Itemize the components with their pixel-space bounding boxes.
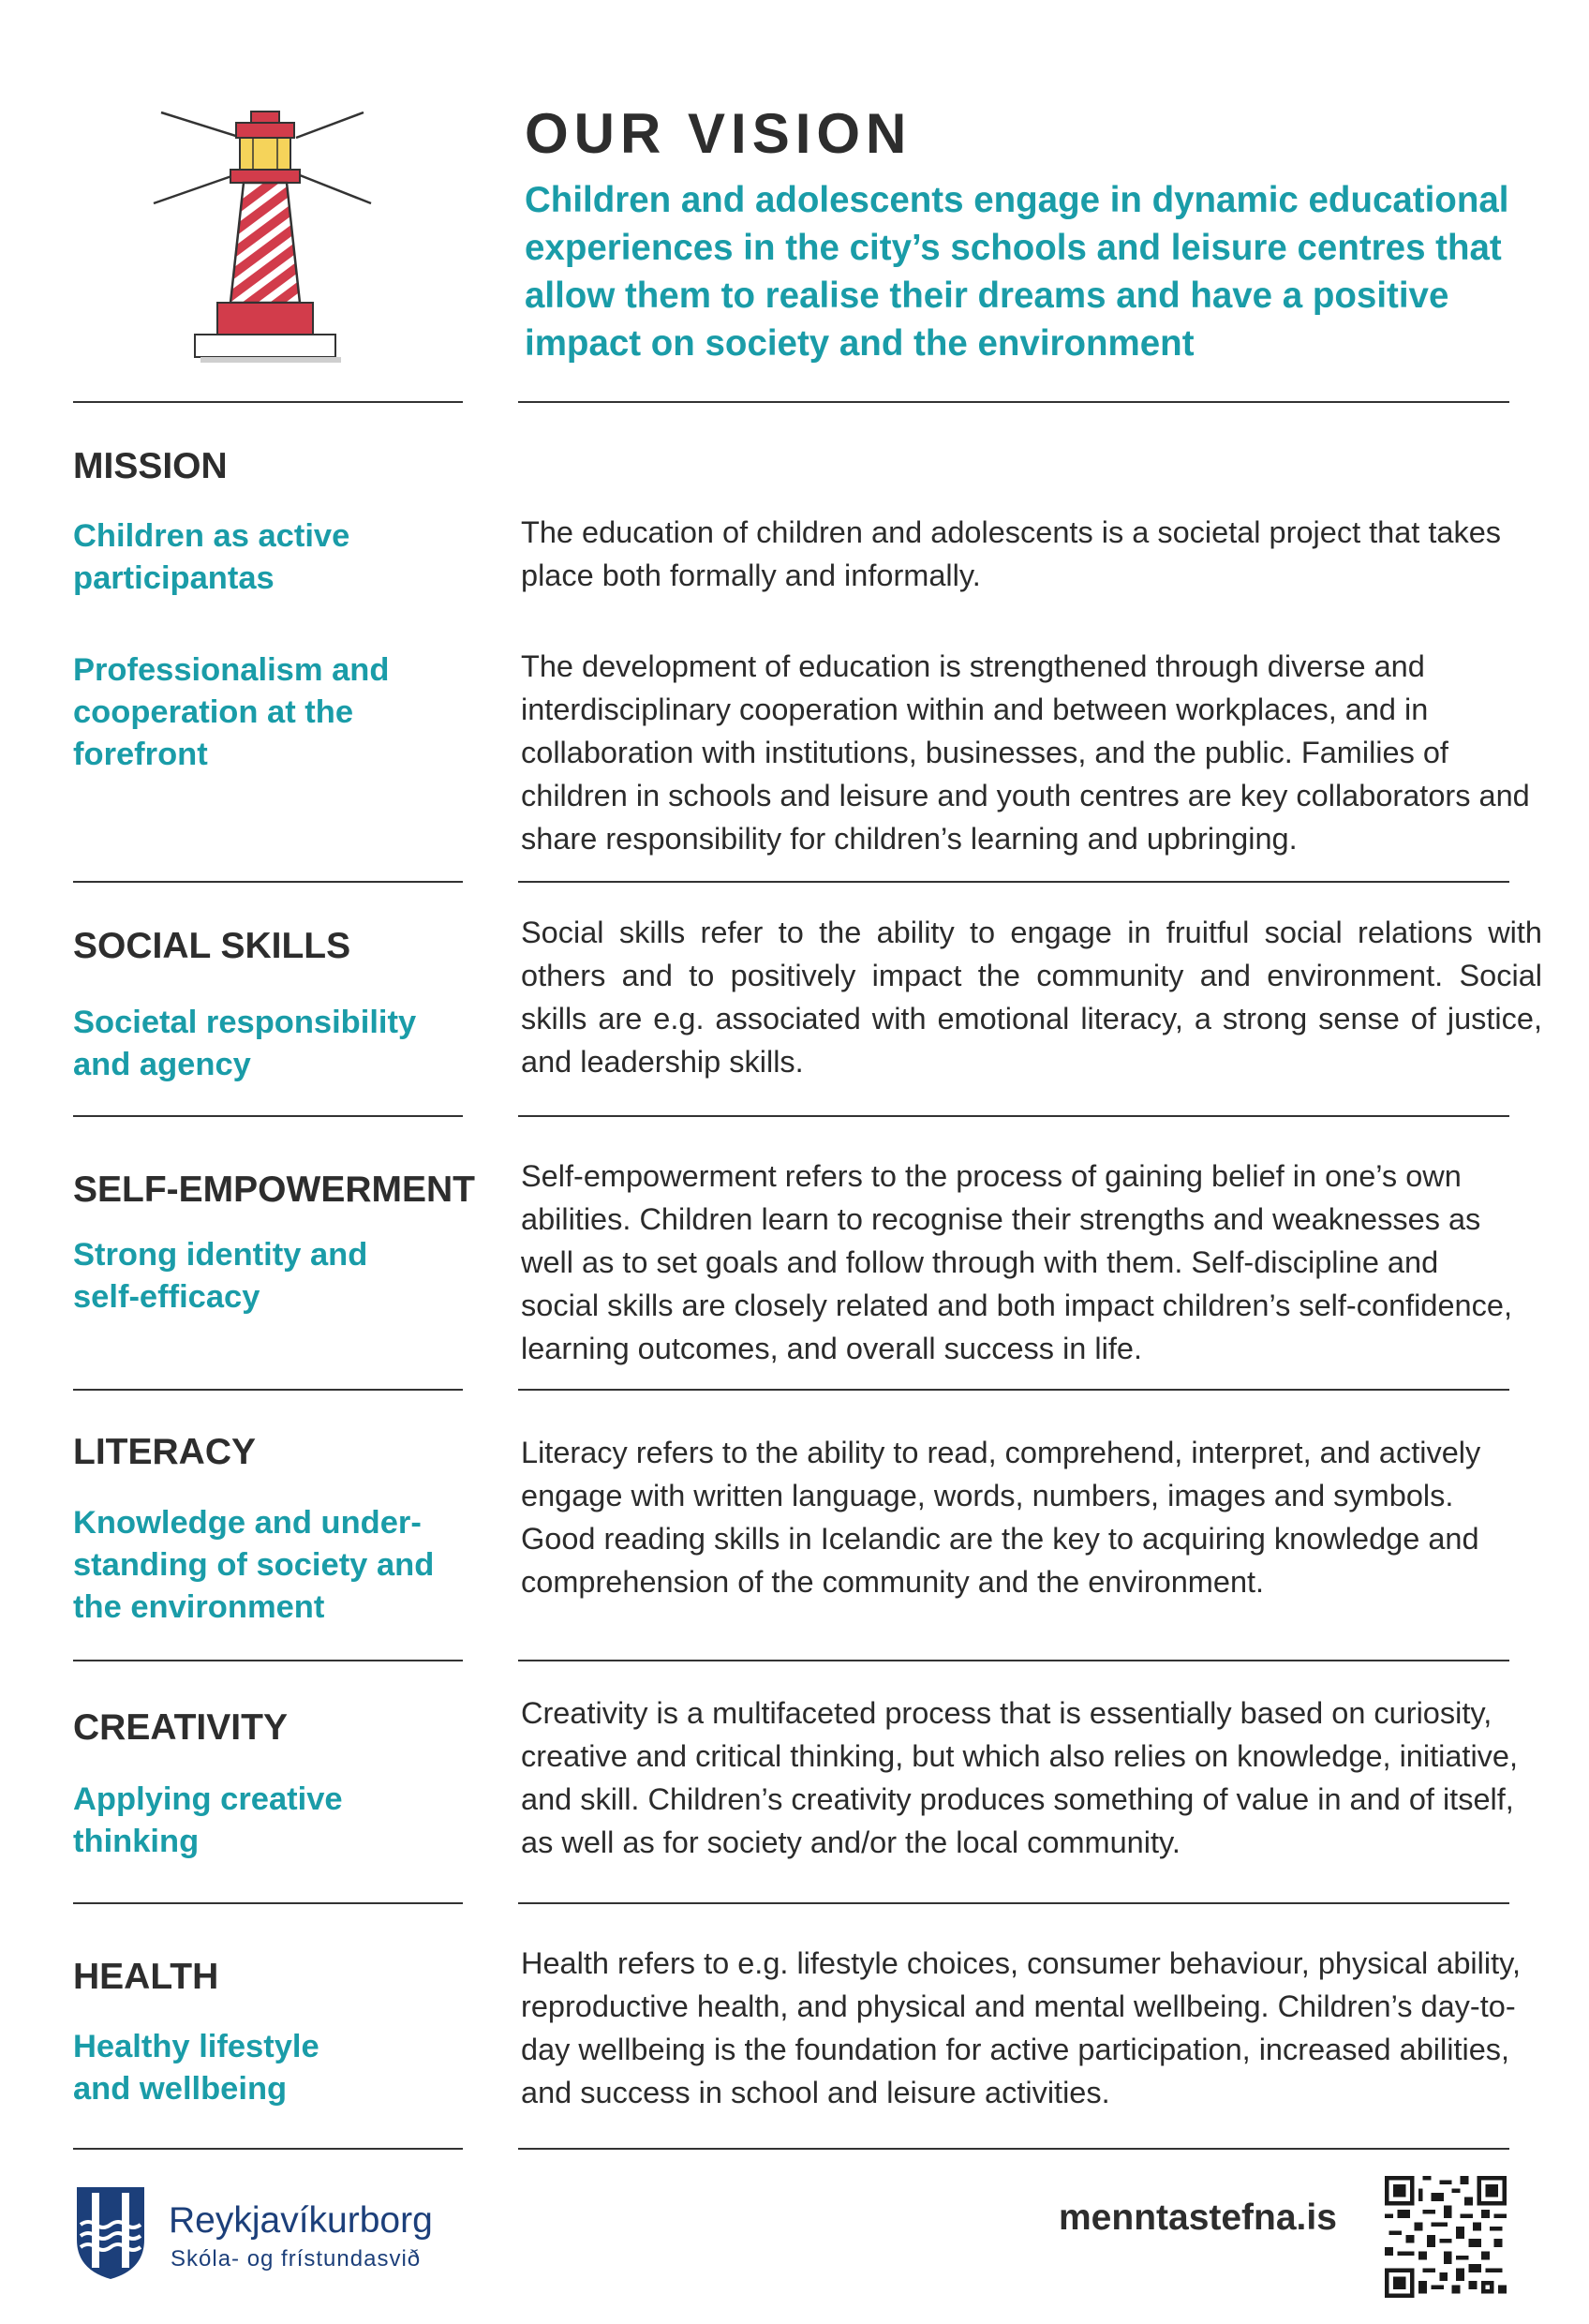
divider [73, 2148, 463, 2150]
section-subheading: Knowledge and under-standing of society and the environment [73, 1505, 435, 1625]
divider [73, 881, 463, 883]
qr-code-icon[interactable] [1385, 2176, 1507, 2298]
section-heading: HEALTH [73, 1957, 219, 1997]
org-division: Skóla- og frístundasvið [171, 2246, 422, 2272]
vision-title: OUR VISION [525, 102, 913, 165]
section-subheading: Applying creative thinking [73, 1781, 343, 1859]
divider [73, 1389, 463, 1391]
divider [73, 1660, 463, 1661]
divider [518, 881, 1509, 883]
divider [73, 1902, 463, 1904]
section-text: Literacy refers to the ability to read, comprehend, interpret, and actively engage with written language, words, numbers, images and symbols. Good reading skills in Icelandic are the key to acquiring knowledge and comprehension of the community and the environment. [521, 1436, 1481, 1599]
website-link[interactable]: menntastefna.is [1059, 2197, 1337, 2238]
org-name: Reykjavíkurborg [169, 2200, 433, 2241]
divider [518, 1660, 1509, 1661]
section-heading: CREATIVITY [73, 1707, 288, 1748]
mission-heading: MISSION [73, 446, 228, 486]
divider [518, 1902, 1509, 1904]
section-text: Social skills refer to the ability to engage in fruitful social relations with others and to positively impact the community and environment. Social skills are e.g. associated with emotional literacy, a strong sense of justice, and leadership skills. [521, 916, 1542, 1079]
section-text: Self-empowerment refers to the process of gaining belief in one’s own abilities. Children learn to recognise their strengths and weaknesses as well as to set goals and follow through with them. Self-discipline and social skills are closely related and both impact children’s self-confidence, learning outcomes, and overall success in life. [521, 1159, 1512, 1365]
section-subheading: Healthy lifestyle and wellbeing [73, 2029, 319, 2107]
lighthouse-icon [141, 98, 384, 380]
mission-text: The education of children and adolescents is a societal project that takes place both formally and informally. [521, 515, 1502, 592]
section-text: Health refers to e.g. lifestyle choices, consumer behaviour, physical ability, reproductive health, and physical and mental wellbeing. Children’s day-to-day wellbeing is the foundation for active participation, increased abilities, and success in school and leisure activities. [521, 1946, 1521, 2109]
mission-text: The development of education is strengthened through diverse and interdisciplinary cooperation within and between workplaces, and in collaboration with institutions, businesses, and the public. Families of children in schools and leisure and youth centres are key collaborators and share responsibility for children’s learning and upbringing. [521, 649, 1530, 856]
divider [73, 401, 463, 403]
section-heading: SELF-EMPOWERMENT [73, 1169, 475, 1210]
mission-subheading: Children as active participantas [73, 518, 350, 596]
divider [518, 1389, 1509, 1391]
section-heading: SOCIAL SKILLS [73, 926, 351, 966]
divider [518, 401, 1509, 403]
reykjavik-shield-icon [73, 2183, 148, 2281]
section-subheading: Strong identity and self-efficacy [73, 1237, 368, 1315]
divider [518, 1115, 1509, 1117]
section-heading: LITERACY [73, 1432, 256, 1472]
divider [73, 1115, 463, 1117]
mission-subheading: Professionalism and cooperation at the forefront [73, 652, 390, 772]
divider [518, 2148, 1509, 2150]
vision-statement: Children and adolescents engage in dynamic educational experiences in the city’s schools and leisure centres that allow them to realise their dreams and have a positive impact on society and the environment [525, 180, 1509, 364]
section-subheading: Societal responsibility and agency [73, 1005, 417, 1082]
section-text: Creativity is a multifaceted process that is essentially based on curiosity, creative and critical thinking, but which also relies on knowledge, initiative, and skill. Children’s creativity produces something of value in and of itself, as well as for society and/or the local community. [521, 1696, 1519, 1859]
